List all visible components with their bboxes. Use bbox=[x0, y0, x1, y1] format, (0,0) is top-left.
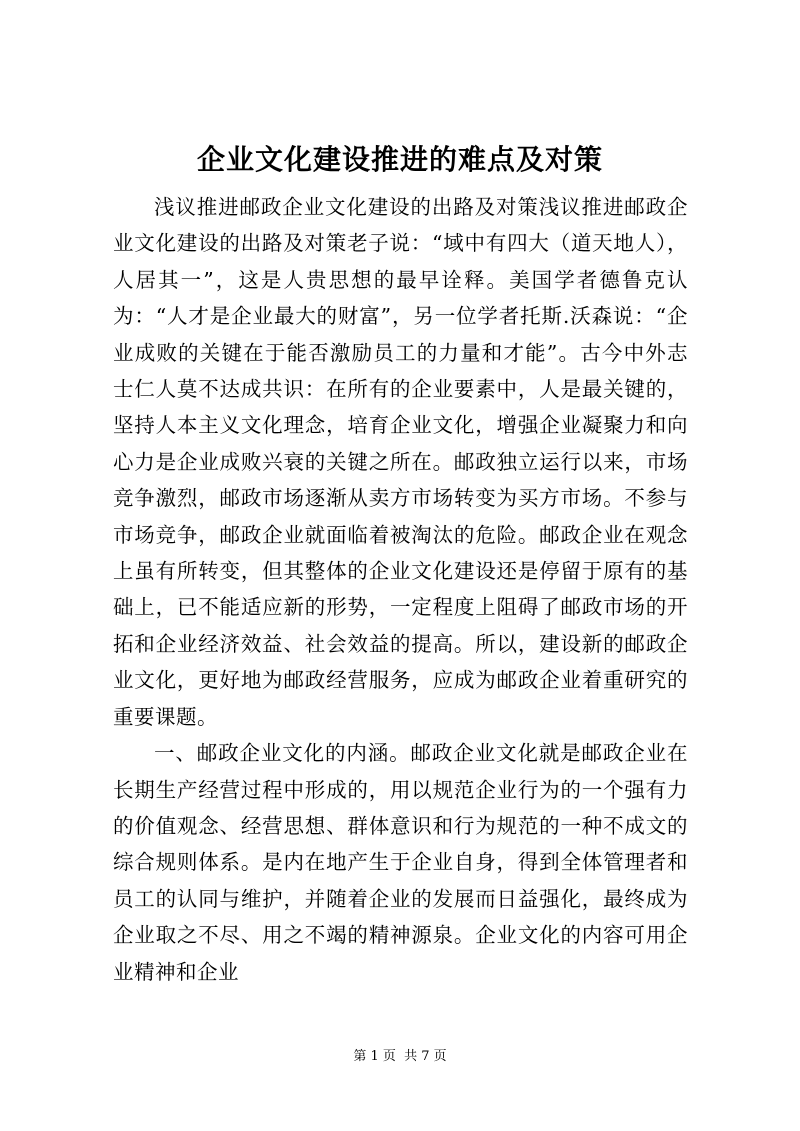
document-title: 企业文化建设推进的难点及对策 bbox=[196, 143, 603, 176]
page-footer: 第 1 页 共 7 页 bbox=[353, 1049, 447, 1064]
document-body bbox=[113, 189, 688, 990]
paragraph-intro: 浅议推进邮政企业文化建设的出路及对策浅议推进邮政企业文化建设的出路及对策老子说：“域中有四大（道天地人），人居其一”，这是人贵思想的最早诠释。美国学者德鲁克认为：“人才是企业最大的财富”，另一位学者托斯.沃森说：“企业成败的关键在于能否激励员工的力量和才能”。古今中外志士仁人莫不达成共识：在所有的企业要素中，人是最关键的，坚持人本主义文化理念，培育企业文化，增强企业凝聚力和向心力是企业成败兴衰的关键之所在。邮政独立运行以来，市场竞争激烈，邮政市场逐渐从卖方市场转变为买方市场。不参与市场竞争，邮政企业就面临着被淘汰的危险。邮政企业在观念上虽有所转变，但其整体的企业文化建设还是停留于原有的基础上，已不能适应新的形势，一定程度上阻碍了邮政市场的开拓和企业经济效益、社会效益的提高。所以，建设新的邮政企业文化，更好地为邮政经营服务，应成为邮政企业着重研究的重要课题。 bbox=[113, 195, 688, 729]
paragraph-section-1: 一、邮政企业文化的内涵。邮政企业文化就是邮政企业在长期生产经营过程中形成的，用以规范企业行为的一个强有力的价值观念、经营思想、群体意识和行为规范的一种不成文的综合规则体系。是内在地产生于企业自身，得到全体管理者和员工的认同与维护，并随着企业的发展而日益强化，最终成为企业取之不尽、用之不竭的精神源泉。企业文化的内容可用企业精神和企业 bbox=[113, 741, 688, 984]
